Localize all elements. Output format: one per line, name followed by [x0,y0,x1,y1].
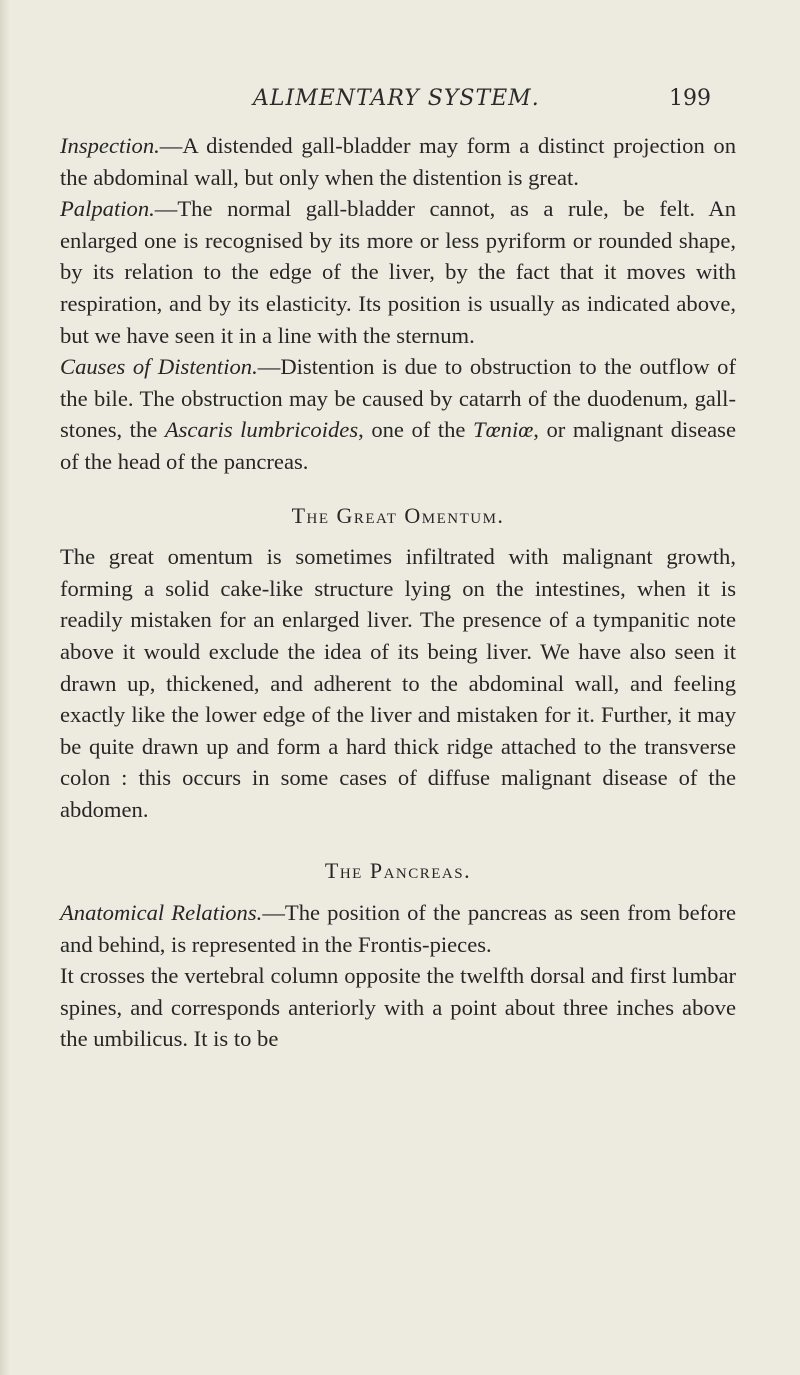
paragraph-causes-text-b: , one of the [358,417,474,443]
paragraph-inspection-text: —A distended gall-bladder may form a distinct projection on the abdominal wall, but only when the distention is great. [60,133,736,190]
run-in-heading-causes: Causes of Distention. [60,354,258,380]
run-in-heading-palpation: Palpation. [60,196,155,222]
section-heading-great-omentum: The Great Omentum. [291,502,505,528]
page-spine-edge [0,0,10,1375]
paragraph-anatomical-text: —The position of the pancreas as seen from before and behind, is represented in the Frontis-pieces. [60,900,737,957]
run-in-heading-inspection: Inspection. [60,133,160,158]
paragraph-causes-text-a: —Distention is due to obstruction to the outflow of the bile. The obstruction may be caused by catarrh of the duodenum, gall-stones, the [60,354,736,443]
paragraph-palpation [60,193,736,351]
species-name-ascaris: Ascaris lumbricoides [164,417,359,443]
genus-name-taenia: Tœniœ [473,417,534,443]
page-number: 199 [669,86,711,111]
paragraph-great-omentum: The great omentum is sometimes infiltrated with malignant growth, forming a solid cake-like structure lying on the intestines, when it is readily mistaken for an enlarged liver. The presence of a tympanitic note above it would exclude the idea of its being liver. We have also seen it drawn up, thickened, and adherent to the abdominal wall, and feeling exactly like the lower edge of the liver and mistaken for it. Further, it may be quite drawn up and form a hard thick ridge attached to the transverse colon : this occurs in some cases of diffuse malignant disease of the abdomen. [60,544,736,822]
paragraph-causes [60,351,736,477]
running-head [0,82,800,118]
body-text [60,130,736,1055]
paragraph-crosses: It crosses the vertebral column opposite the twelfth dorsal and first lumbar spines, and corresponds anteriorly with a point about three inches above the umbilicus. It is to be [60,963,736,1052]
paragraph-anatomical-relations [60,897,736,960]
paragraph-inspection [60,130,736,193]
running-title: ALIMENTARY SYSTEM. [253,86,540,111]
paragraph-palpation-text: —The normal gall-bladder cannot, as a rule, be felt. An enlarged one is recognised by its more or less pyriform or rounded shape, by its relation to the edge of the liver, by the fact that it moves with respiration, and by its elasticity. Its position is usually as indicated above, but we have seen it in a line with the sternum. [60,196,736,348]
section-heading-pancreas: The Pancreas. [324,858,472,884]
paragraph-causes-text-c: , or malignant disease of the head of the pancreas. [60,417,736,474]
run-in-heading-anatomical: Anatomical Relations. [60,900,263,926]
